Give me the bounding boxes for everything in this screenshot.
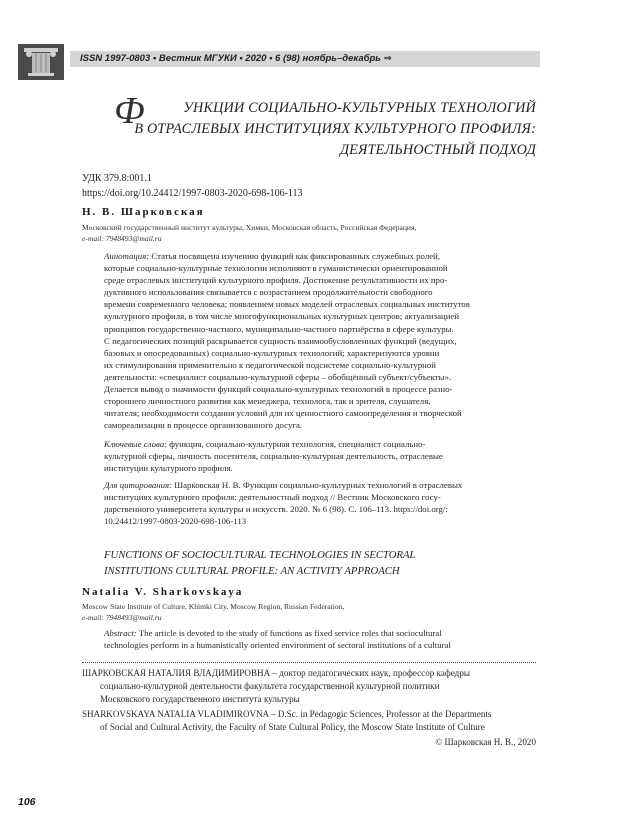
citation-ru-line[interactable]: 10.24412/1997-0803-2020-698-106-113 [104, 516, 247, 527]
title-line-2: В ОТРАСЛЕВЫХ ИНСТИТУЦИЯХ КУЛЬТУРНОГО ПРОФИЛЯ: [134, 121, 536, 137]
copyright: © Шарковская Н. В., 2020 [435, 737, 536, 747]
running-head: ISSN 1997-0803 • Вестник МГУКИ • 2020 • 6 (98) ноябрь–декабрь ⇒ [80, 53, 392, 64]
abstract-en-line: technologies perform in a humanistically oriented environment of sectoral institutions of a cultural [104, 640, 451, 651]
abstract-ru-line: принципов государственно-частного, муниципально-частного партнёрства в сфере культуры. [104, 323, 454, 334]
abstract-ru-line: С педагогических позиций раскрывается сущность взаимообусловленных функций (ведущих, [104, 335, 457, 346]
column-icon [18, 44, 64, 80]
author-note-en [82, 708, 536, 734]
citation-ru-line[interactable]: дарственного университета культуры и искусств. 2020. № 6 (98). С. 106–113. https://doi.org/: [104, 504, 448, 515]
title-line-3: ДЕЯТЕЛЬНОСТНЫЙ ПОДХОД [339, 142, 536, 158]
doi-link[interactable]: https://doi.org/10.24412/1997-0803-2020-698-106-113 [82, 188, 303, 199]
title-en-line-1: FUNCTIONS OF SOCIOCULTURAL TECHNOLOGIES IN SECTORAL [104, 549, 416, 561]
abstract-ru-line: культурного профиля, в том числе многофункциональных культурных центров; актуализацией [104, 311, 460, 322]
title-initial: Ф [114, 90, 145, 132]
footnote-divider [82, 662, 536, 663]
udk-code: УДК 379.8:001.1 [82, 173, 152, 184]
author-email-ru[interactable]: e-mail: 7948493@mail.ru [82, 234, 162, 243]
page-number: 106 [18, 796, 36, 808]
abstract-ru-line: стороннего личностного развития как менеджера, технолога, так и зрителя, слушателя, [104, 396, 431, 407]
keywords-label-ru: Ключевые слова: [104, 439, 168, 449]
abstract-ru [104, 250, 536, 431]
note-ru-line-2: социально-культурной деятельности факультета государственной культурной политики [100, 681, 440, 691]
author-name-ru: Н. В. Шарковская [82, 206, 205, 218]
author-email-en[interactable]: e-mail: 7948493@mail.ru [82, 613, 162, 622]
citation-ru [104, 479, 536, 527]
abstract-ru-line: деятельности: «специалист социально-культурной сферы – обобщённый субъект/субъекты». [104, 371, 452, 382]
author-name-en: Natalia V. Sharkovskaya [82, 586, 244, 598]
note-en-line-2: of Social and Cultural Activity, the Faculty of State Cultural Policy, the Moscow State Institute of Culture [100, 722, 485, 732]
article-title-en [104, 547, 415, 579]
abstract-ru-line: Статья посвящена изучению функций как фиксированных служебных ролей, [151, 251, 441, 261]
keywords-ru-line: функция, социально-культурная технология, специалист социально- [169, 439, 426, 449]
abstract-ru-line: самореализации в процессе организованного досуга. [104, 420, 303, 431]
abstract-en-line: The article is devoted to the study of functions as fixed service roles that sociocultural [138, 628, 442, 638]
keywords-ru [104, 438, 536, 474]
abstract-label-en: Abstract: [104, 628, 137, 638]
article-title-ru [100, 90, 536, 161]
affiliation-text-en: Moscow State Institute of Culture, Khimki City, Moscow Region, Russian Federation, [82, 602, 345, 611]
abstract-label-ru: Аннотация: [104, 251, 150, 261]
note-ru-line-3: Московского государственного института культуры [100, 694, 300, 704]
abstract-ru-line: читателя; необходимости создания условий для их ценностного самоопределения и творческой [104, 408, 462, 419]
abstract-ru-line: их стимулирования применительно к педагогической подсистеме социально-культурной [104, 359, 436, 370]
affiliation-text-ru: Московский государственный институт культуры, Химки, Московская область, Российская Федерация, [82, 223, 417, 232]
keywords-ru-line: культурной сферы, личность посетителя, социально-культурная деятельность, отраслевые [104, 451, 443, 462]
abstract-ru-line: которые социально-культурные технологии исполняют в гуманистически ориентированной [104, 263, 448, 274]
abstract-en [104, 627, 536, 651]
citation-label-ru: Для цитирования: [104, 480, 173, 490]
citation-ru-line: Шарковская Н. В. Функции социально-культурных технологий в отраслевых [174, 480, 463, 490]
citation-ru-line: институциях культурного профиля: деятельностный подход // Вестник Московского госу- [104, 492, 441, 503]
author-affiliation-ru [82, 222, 522, 244]
abstract-ru-line: Делается вывод о значимости функций социально-культурных технологий в процессе разно- [104, 384, 453, 395]
note-ru-line-1: ШАРКОВСКАЯ НАТАЛИЯ ВЛАДИМИРОВНА – доктор педагогических наук, профессор кафедры [82, 668, 470, 678]
author-note-ru [82, 667, 536, 706]
title-en-line-2: INSTITUTIONS CULTURAL PROFILE: AN ACTIVITY APPROACH [104, 565, 400, 577]
title-line-1: УНКЦИИ СОЦИАЛЬНО-КУЛЬТУРНЫХ ТЕХНОЛОГИЙ [183, 100, 536, 116]
abstract-ru-line: времени современного человека; появлением новых моделей отраслевых социальных институтов [104, 299, 470, 310]
keywords-ru-line: институции культурного профиля. [104, 463, 233, 474]
author-affiliation-en [82, 601, 522, 623]
abstract-ru-line: базовых и опосредованных) социально-культурных технологий; характеризуются уровни [104, 347, 440, 358]
note-en-line-1: SHARKOVSKAYA NATALIA VLADIMIROVNA – D.Sc. in Pedagogic Sciences, Professor at the Departments [82, 709, 492, 719]
abstract-ru-line: дуктивного использования связывается с возрастанием продолжительности свободного [104, 287, 433, 298]
abstract-ru-line: среде отраслевых институций культурного профиля. Достижение результативности их про- [104, 275, 448, 286]
